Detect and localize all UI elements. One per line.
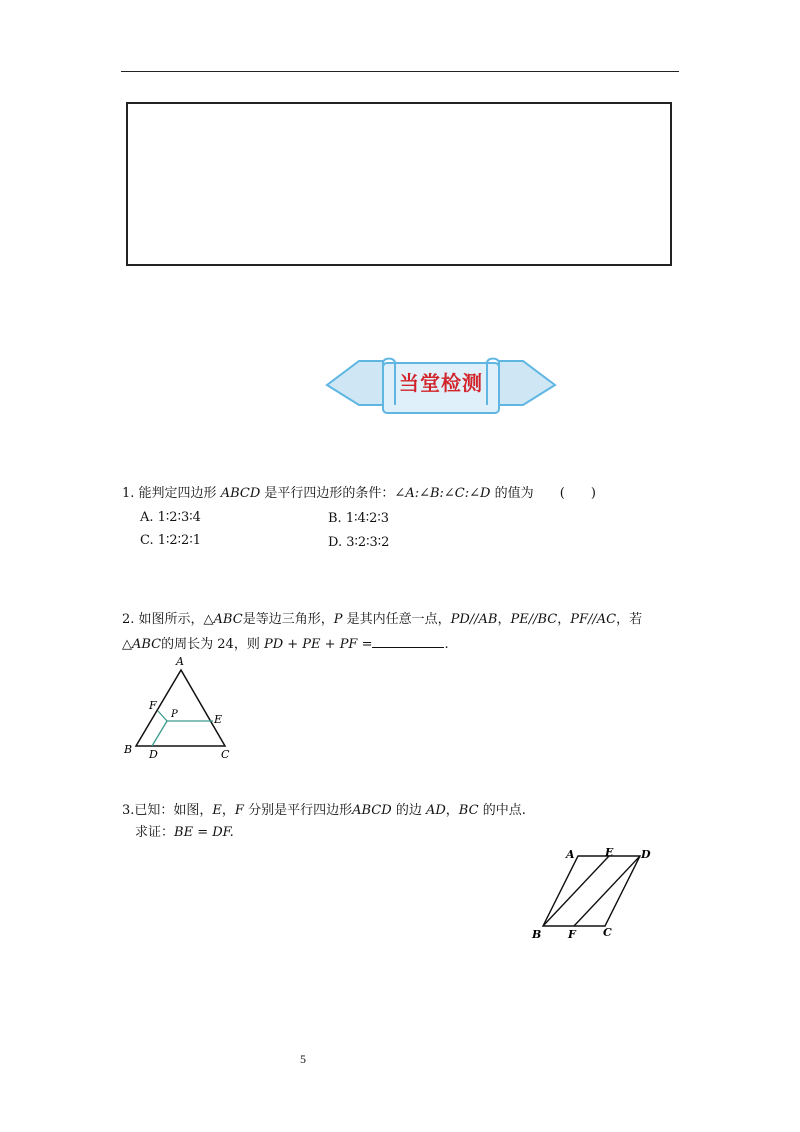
empty-frame-box: [126, 102, 672, 266]
q2-l2-p3: PD + PE + PF =: [263, 637, 373, 652]
q2-l1-p5: 是其内任意一点，: [346, 612, 451, 627]
q2-l1-p4: P: [333, 612, 343, 627]
q1-text-b: ABCD: [220, 486, 261, 501]
q2-l1-p6: PD//AB: [450, 612, 498, 627]
q3-l2-p2: BE = DF.: [174, 825, 234, 840]
q3-l1-p9: ，: [445, 803, 459, 818]
q2-l2-p2: 的周长为 24，则: [161, 637, 260, 652]
q1-number: 1.: [122, 486, 135, 501]
q1-text-a: 能判定四边形: [138, 486, 217, 501]
segment-pf: [158, 711, 167, 721]
question-2-line-1: [122, 611, 642, 629]
label-c: C: [603, 926, 612, 939]
q2-l2-p1: △ABC: [122, 637, 162, 652]
q1-option-b: B. 1∶4∶2∶3: [328, 511, 390, 526]
q1-option-d: D. 3∶2∶3∶2: [328, 535, 390, 550]
q3-l1-p6: ABCD: [352, 803, 392, 818]
q1-text-d: ∠A:∠B:∠C:∠D: [394, 486, 491, 501]
q2-l1-p10: PF//AC: [570, 612, 617, 627]
q3-l1-p1: 3.已知：如图，: [122, 803, 213, 818]
q2-triangle-figure: [118, 654, 248, 764]
banner-title: 当堂检测: [399, 371, 483, 395]
q1-option-a: A. 1∶2∶3∶4: [140, 510, 201, 525]
segment-df: [574, 856, 640, 926]
header-rule: [121, 71, 679, 72]
label-e: E: [605, 846, 614, 859]
label-c: C: [221, 748, 230, 761]
q3-l1-p3: ，: [221, 803, 235, 818]
segment-be: [543, 856, 609, 926]
q3-l1-p2: E: [212, 803, 222, 818]
label-p: P: [171, 709, 178, 720]
q3-l1-p7: 的边: [395, 803, 422, 818]
q2-l1-p8: PE//BC: [510, 612, 558, 627]
label-a: A: [176, 655, 184, 668]
section-banner: [325, 355, 557, 419]
label-f: F: [149, 699, 157, 712]
q2-l2-p4: .: [444, 637, 449, 652]
q1-text-e: 的值为: [494, 486, 534, 501]
q2-l1-p7: ，: [497, 612, 511, 627]
question-1-stem: [122, 485, 596, 503]
question-3-line-1: [122, 802, 526, 820]
q3-parallelogram-figure: [528, 843, 668, 943]
q3-l1-p10: BC: [458, 803, 479, 818]
label-d: D: [149, 748, 158, 761]
q3-l1-p5: 分别是平行四边形: [248, 803, 353, 818]
q2-l1-p11: ，若: [616, 612, 643, 627]
label-d: D: [641, 848, 651, 861]
q3-l1-p11: 的中点.: [482, 803, 526, 818]
question-3-line-2: [135, 824, 234, 842]
q1-text-c: 是平行四边形的条件：: [264, 486, 395, 501]
q3-l2-p1: 求证：: [135, 825, 175, 840]
question-2-line-2: [122, 635, 449, 654]
q2-l1-p2: △ABC: [203, 612, 243, 627]
label-a: A: [566, 848, 575, 861]
q1-answer-paren: ( ): [559, 486, 596, 501]
q2-l1-p1: 2. 如图所示，: [122, 612, 204, 627]
label-e: E: [214, 713, 223, 726]
q2-answer-blank[interactable]: [372, 635, 444, 648]
label-f: F: [568, 928, 576, 941]
parallelogram-abcd: [543, 856, 640, 926]
q2-l1-p9: ，: [557, 612, 571, 627]
q1-option-c: C. 1∶2∶2∶1: [140, 533, 201, 548]
q3-l1-p4: F: [234, 803, 244, 818]
page-number: 5: [300, 1052, 306, 1066]
segment-pd: [152, 721, 167, 746]
label-b: B: [532, 928, 542, 941]
label-b: B: [124, 743, 133, 756]
q2-l1-p3: 是等边三角形，: [242, 612, 334, 627]
q3-l1-p8: AD: [425, 803, 446, 818]
